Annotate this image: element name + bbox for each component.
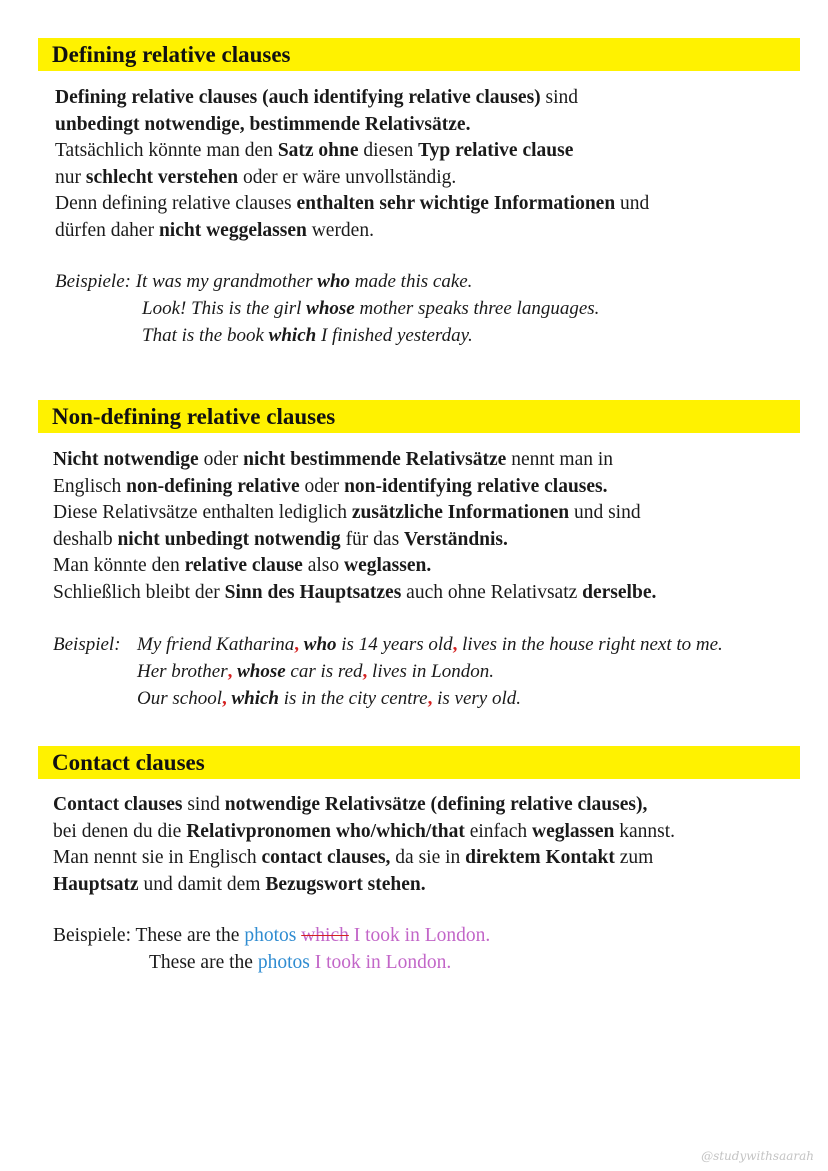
bold-text: Verständnis. [404, 528, 508, 550]
example-line [53, 950, 490, 977]
example-line [55, 295, 599, 322]
comma-mark: , [221, 688, 227, 709]
bold-text: Satz ohne [277, 140, 359, 161]
text: made this cake. [350, 271, 473, 292]
example-line [55, 268, 599, 295]
example-label: Beispiele: [55, 271, 131, 292]
text-line [53, 845, 675, 872]
bold-text: unbedingt notwendige, bestimmende Relativsätze. [55, 113, 471, 135]
bold-text: derselbe. [582, 581, 657, 603]
text: dürfen daher [55, 219, 159, 241]
clause-text: I took in London. [348, 925, 491, 946]
text-line [53, 527, 656, 554]
example-line [55, 322, 599, 349]
text: Man nennt sie in Englisch [53, 847, 262, 868]
text-line [55, 138, 649, 165]
example-line [53, 658, 723, 685]
text: oder [299, 475, 345, 497]
text: diesen [358, 140, 419, 161]
text: mother speaks three languages. [354, 298, 600, 319]
text: Our school [137, 688, 222, 709]
example-label: Beispiele: [53, 925, 131, 946]
text: werden. [306, 219, 374, 241]
text: bei denen du die [53, 820, 187, 842]
bold-text: direktem Kontakt [465, 847, 615, 868]
section-heading-contact: Contact clauses [38, 746, 800, 779]
bold-text: zusätzliche Informationen [351, 502, 570, 523]
pronoun: who [317, 271, 351, 292]
text-line [53, 580, 656, 607]
bold-text: Contact clauses [53, 794, 183, 815]
text: einfach [464, 820, 532, 842]
example-line [53, 923, 490, 950]
text: lives in the house right next to me. [457, 634, 723, 655]
text: These are the [149, 951, 258, 973]
antecedent-word: photos [244, 925, 297, 946]
bold-text: Nicht notwendige [53, 449, 199, 470]
section-body-contact [53, 792, 675, 898]
text-line [55, 165, 649, 192]
bold-text: Sinn des Hauptsatzes [224, 581, 402, 603]
text: It was my grandmother [130, 271, 318, 292]
text: für das [340, 528, 405, 550]
text: Man könnte den [53, 555, 185, 576]
text: Denn defining relative clauses [55, 193, 297, 214]
text-line [53, 872, 675, 899]
text: und [615, 193, 650, 214]
examples-contact [53, 923, 490, 976]
bold-text: Bezugswort stehen. [265, 873, 426, 895]
comma-mark: , [427, 688, 433, 709]
bold-text: Defining relative clauses (auch identifying relative clauses) [55, 87, 541, 108]
pronoun: which [268, 325, 317, 346]
text: deshalb [53, 528, 118, 550]
text: is 14 years old [336, 634, 453, 655]
pronoun: whose [306, 298, 355, 319]
text: Englisch [53, 475, 127, 497]
text: lives in London. [367, 661, 494, 682]
bold-text: nicht weggelassen [158, 219, 307, 241]
text: also [302, 555, 345, 576]
text: is very old. [432, 688, 522, 709]
text: Schließlich bleibt der [53, 581, 225, 603]
watermark: @studywithsaarah [701, 1149, 814, 1163]
text: auch ohne Relativsatz [401, 581, 583, 603]
pronoun: whose [237, 661, 286, 682]
bold-text: non-identifying relative clauses. [344, 475, 608, 497]
bold-text: Hauptsatz [53, 873, 139, 895]
text: und damit dem [138, 873, 266, 895]
bold-text: weglassen [531, 820, 615, 842]
pronoun: who [303, 634, 337, 655]
text: nennt man in [506, 449, 614, 470]
text: kannst. [614, 820, 675, 842]
bold-text: weglassen. [344, 555, 432, 576]
text-line [55, 191, 649, 218]
text: nur [55, 166, 86, 188]
text: sind [540, 87, 579, 108]
text-line [53, 553, 656, 580]
text-line [53, 500, 656, 527]
text-line [53, 474, 656, 501]
text: car is red [285, 661, 363, 682]
text: Her brother [137, 661, 228, 682]
text: Look! This is the girl [142, 298, 307, 319]
comma-mark: , [452, 634, 458, 655]
pronoun: which [231, 688, 280, 709]
example-line [53, 685, 723, 712]
text: is in the city centre [279, 688, 428, 709]
clause-text: I took in London. [309, 951, 452, 973]
antecedent-word: photos [257, 951, 310, 973]
section-heading-defining: Defining relative clauses [38, 38, 800, 71]
text: oder [198, 449, 244, 470]
example-line [53, 631, 723, 658]
bold-text: enthalten sehr wichtige Informationen [296, 193, 616, 214]
text: Tatsächlich könnte man den [55, 140, 278, 161]
struck-pronoun: which [301, 925, 349, 946]
text-line [53, 447, 656, 474]
bold-text: nicht bestimmende Relativsätze [243, 449, 507, 470]
text: sind [182, 794, 225, 815]
bold-text: Relativpronomen who/which/that [186, 820, 465, 842]
example-label: Beispiel: [53, 634, 121, 655]
bold-text: schlecht verstehen [85, 166, 239, 188]
text-line [53, 819, 675, 846]
examples-defining [55, 268, 599, 349]
bold-text: non-defining relative [126, 475, 300, 497]
text: und sind [569, 502, 641, 523]
text-line [55, 218, 649, 245]
section-body-non-defining [53, 447, 656, 606]
section-heading-non-defining: Non-defining relative clauses [38, 400, 800, 433]
text-line [53, 792, 675, 819]
text-line [55, 112, 649, 139]
bold-text: Typ relative clause [418, 140, 574, 161]
bold-text: nicht unbedingt notwendig [117, 528, 341, 550]
text: I finished yesterday. [316, 325, 473, 346]
bold-text: notwendige Relativsätze (defining relative clauses), [224, 794, 648, 815]
text: My friend Katharina [137, 634, 295, 655]
text: zum [614, 847, 654, 868]
bold-text: contact clauses, [261, 847, 391, 868]
text-line [55, 85, 649, 112]
section-body-defining [55, 85, 649, 244]
examples-non-defining [53, 631, 723, 712]
bold-text: relative clause [184, 555, 303, 576]
text: These are the [130, 925, 245, 946]
text: oder er wäre unvollständig. [238, 166, 457, 188]
text: That is the book [142, 325, 269, 346]
comma-mark: , [294, 634, 300, 655]
text: da sie in [390, 847, 466, 868]
text: Diese Relativsätze enthalten lediglich [53, 502, 352, 523]
comma-mark: , [227, 661, 233, 682]
comma-mark: , [362, 661, 368, 682]
